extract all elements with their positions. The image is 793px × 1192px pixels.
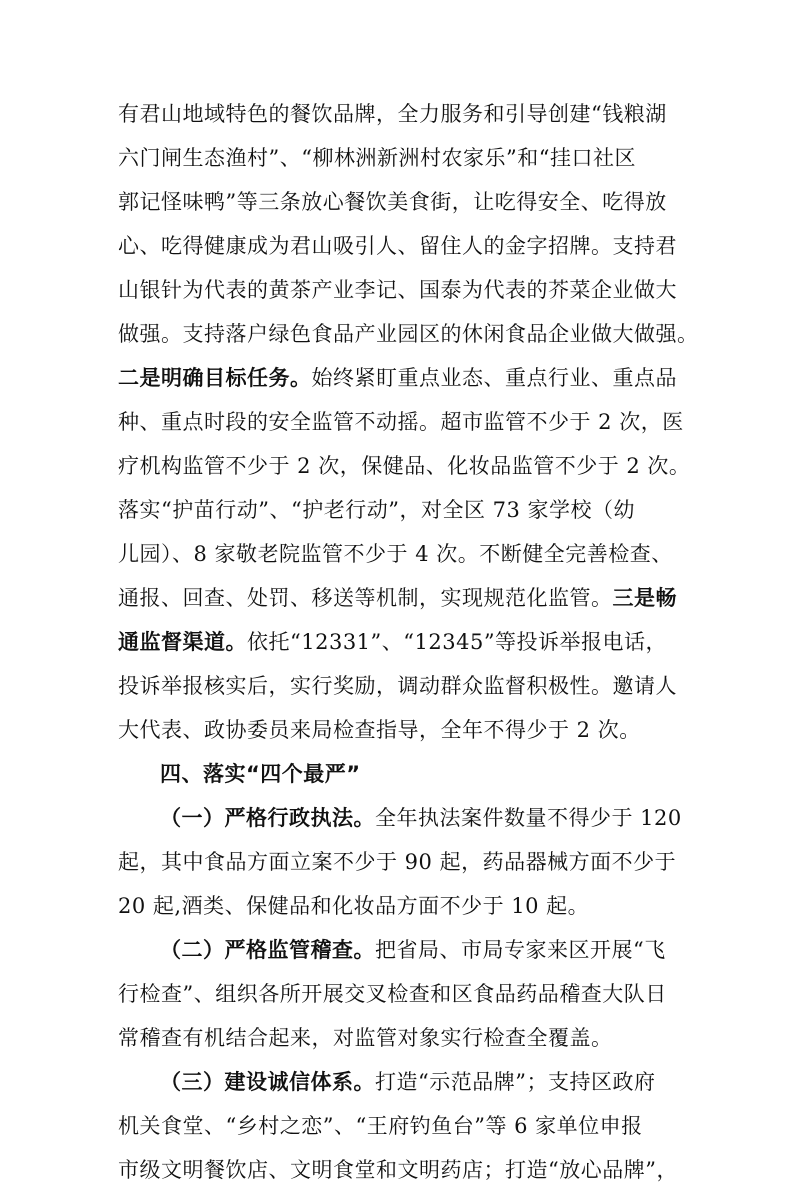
text-run: 始终紧盯重点业态、重点行业、重点品 [311,366,677,390]
text-line [118,532,678,576]
text-line [118,1148,678,1192]
text-line [118,1016,678,1060]
bold-text-run: （三）建设诚信体系。 [160,1070,375,1094]
text-run: 全年执法案件数量不得少于 120 [375,806,682,830]
text-run: 市级文明餐饮店、文明食堂和文明药店；打造“放心品牌”， [118,1158,678,1182]
text-run: 投诉举报核实后，实行奖励，调动群众监督积极性。邀请人 [118,674,677,698]
section-heading [118,752,678,796]
text-run: 行检查”、组织各所开展交叉检查和区食品药品稽查大队日 [118,982,667,1006]
text-line [118,400,684,444]
text-line [118,972,678,1016]
text-line [118,312,699,356]
text-line [118,224,678,268]
bold-text-run: （一）严格行政执法。 [160,806,375,830]
text-line [118,576,678,620]
bold-text-run: （二）严格监管稽查。 [160,938,375,962]
text-run: 儿园）、8 家敬老院监管不少于 4 次。不断健全完善检查、 [118,542,673,566]
text-run: 20 起,酒类、保健品和化妆品方面不少于 10 起。 [118,894,590,918]
text-run: 郭记怪味鸭”等三条放心餐饮美食街，让吃得安全、吃得放 [118,190,667,214]
text-run: 把省局、市局专家来区开展“飞 [375,938,666,962]
text-line [118,136,678,180]
text-line [118,180,678,224]
text-run: 依托“12331”、“12345”等投诉举报电话， [247,630,668,654]
text-run: 做强。支持落户绿色食品产业园区的休闲食品企业做大做强。 [118,322,699,346]
text-line [118,796,682,840]
text-line [118,664,678,708]
text-run: 落实“护苗行动”、“护老行动”，对全区 73 家学校（幼 [118,498,636,522]
text-line [118,488,678,532]
text-line [118,708,678,752]
text-line [118,92,678,136]
text-line [118,1060,678,1104]
text-run: 心、吃得健康成为君山吸引人、留住人的金字招牌。支持君 [118,234,677,258]
text-line [118,620,678,664]
text-run: 种、重点时段的安全监管不动摇。超市监管不少于 2 次，医 [118,410,684,434]
text-line [118,884,678,928]
bold-text-run: 三是畅 [612,586,677,610]
text-line [118,268,678,312]
bold-text-run: 四、落实“四个最严” [160,762,361,786]
text-run: 常稽查有机结合起来，对监管对象实行检查全覆盖。 [118,1026,613,1050]
text-line [118,840,678,884]
bold-text-run: 二是明确目标任务。 [118,366,312,390]
text-line [118,356,678,400]
text-run: 山银针为代表的黄茶产业李记、国泰为代表的芥菜企业做大 [118,278,677,302]
text-run: 通报、回查、处罚、移送等机制，实现规范化监管。 [118,586,613,610]
text-run: 机关食堂、“乡村之恋”、“王府钓鱼台”等 6 家单位申报 [118,1114,643,1138]
text-line [118,1104,678,1148]
bold-text-run: 通监督渠道。 [118,630,247,654]
text-run: 大代表、政协委员来局检查指导，全年不得少于 2 次。 [118,718,641,742]
text-run: 有君山地域特色的餐饮品牌，全力服务和引导创建“钱粮湖 [118,102,667,126]
text-run: 六门闸生态渔村”、“柳林洲新洲村农家乐”和“挂口社区 [118,146,636,170]
document-body [118,92,699,1192]
text-line [118,444,691,488]
text-run: 疗机构监管不少于 2 次，保健品、化妆品监管不少于 2 次。 [118,454,691,478]
text-line [118,928,678,972]
text-run: 起，其中食品方面立案不少于 90 起，药品器械方面不少于 [118,850,677,874]
text-run: 打造“示范品牌”；支持区政府 [375,1070,656,1094]
